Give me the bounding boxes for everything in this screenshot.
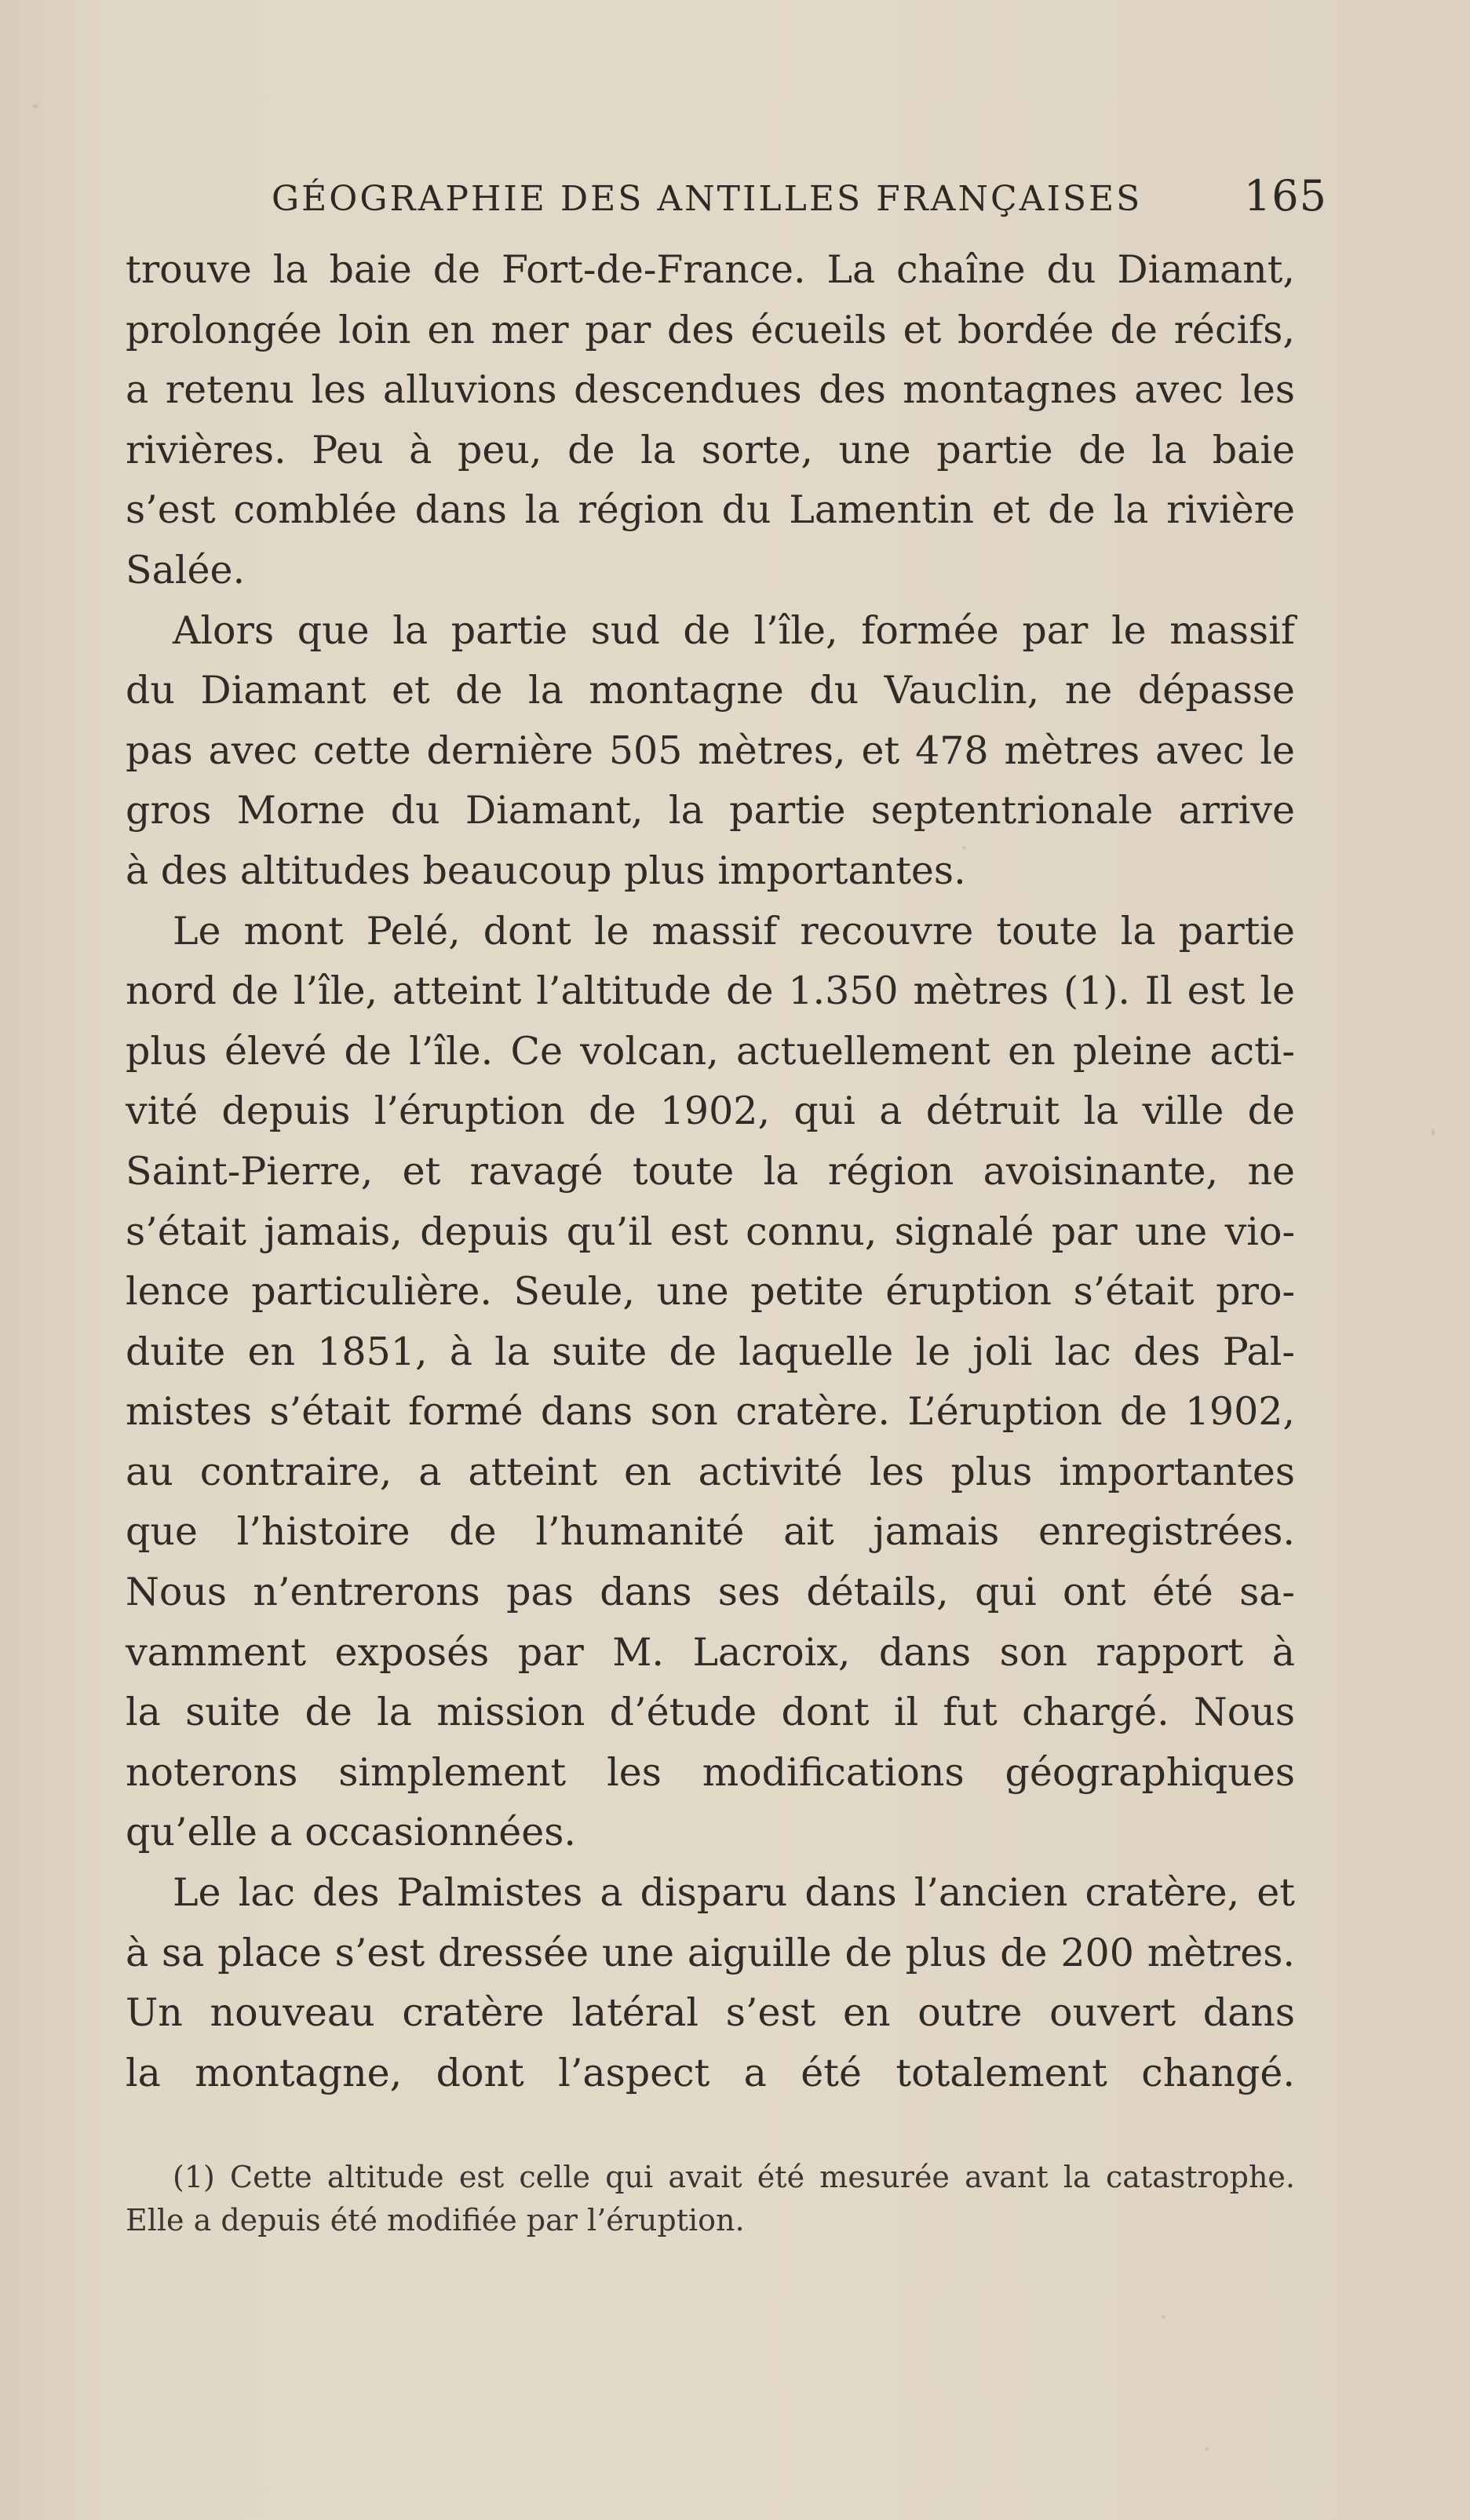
text-line: s’est comblée dans la région du Lamentin et de la rivière [126,487,1295,533]
paragraph [126,240,1295,601]
footnote-line: Elle a depuis été modifiée par l’éruption. [126,2203,745,2237]
paper-spot [1162,2315,1165,2319]
text-line: noterons simplement les modifications géographiques [126,1749,1295,1795]
paper-spot [1205,2447,1209,2451]
paper-spot [33,104,38,108]
text-line: trouve la baie de Fort-de-France. La chaîne du Diamant, [126,247,1295,292]
text-line: a retenu les alluvions descendues des montagnes avec les [126,367,1295,413]
text-line: la suite de la mission d’étude dont il fut chargé. Nous [126,1690,1295,1735]
text-line: vité depuis l’éruption de 1902, qui a détruit la ville de [126,1089,1295,1134]
text-line: mistes s’était formé dans son cratère. L’éruption de 1902, [126,1389,1295,1435]
text-line: qu’elle a occasionnées. [126,1810,576,1855]
text-line: duite en 1851, à la suite de laquelle le joli lac des Pal- [126,1329,1295,1374]
running-title: GÉOGRAPHIE DES ANTILLES FRANÇAISES [272,179,1143,219]
footnote-line: (1) Cette altitude est celle qui avait été mesurée avant la catastrophe. [173,2160,1295,2194]
text-line: prolongée loin en mer par des écueils et bordée de récifs, [126,307,1295,352]
text-line: Le mont Pelé, dont le massif recouvre toute la partie [173,908,1295,954]
text-line: que l’histoire de l’humanité ait jamais enregistrées. [126,1509,1295,1555]
text-line: Saint-Pierre, et ravagé toute la région avoisinante, ne [126,1148,1295,1194]
text-line: du Diamant et de la montagne du Vauclin, ne dépasse [126,668,1295,713]
text-line: rivières. Peu à peu, de la sorte, une partie de la baie [126,427,1295,472]
page-number: 165 [1243,171,1327,221]
text-line: pas avec cette dernière 505 mètres, et 478 mètres avec le [126,728,1295,773]
text-line: nord de l’île, atteint l’altitude de 1.350 mètres (1). Il est le [126,968,1295,1014]
paper-spot [1432,1129,1435,1136]
text-line: la montagne, dont l’aspect a été totalement changé. [126,2050,1295,2095]
paragraph [126,1863,1295,2103]
paragraph [126,601,1295,902]
text-line: vamment exposés par M. Lacroix, dans son rapport à [126,1629,1295,1675]
text-line: Un nouveau cratère latéral s’est en outre ouvert dans [126,1990,1295,2036]
text-line: Nous n’entrerons pas dans ses détails, qui ont été sa- [126,1570,1295,1615]
page-header [272,171,1327,226]
text-line: Le lac des Palmistes a disparu dans l’ancien cratère, et [173,1870,1295,1916]
text-line: à des altitudes beaucoup plus importantes. [126,848,966,893]
main-text [126,240,1295,2103]
paragraph [126,902,1295,1864]
footnote [126,2156,1295,2242]
text-line: Salée. [126,547,246,593]
text-line: Alors que la partie sud de l’île, formée par le massif [173,607,1295,653]
text-line: à sa place s’est dressée une aiguille de plus de 200 mètres. [126,1930,1295,1975]
text-line: gros Morne du Diamant, la partie septentrionale arrive [126,788,1295,833]
text-line: au contraire, a atteint en activité les plus importantes [126,1449,1295,1494]
text-line: s’était jamais, depuis qu’il est connu, signalé par une vio- [126,1209,1295,1254]
text-line: lence particulière. Seule, une petite éruption s’était pro- [126,1269,1295,1315]
text-line: plus élevé de l’île. Ce volcan, actuellement en pleine acti- [126,1028,1295,1074]
